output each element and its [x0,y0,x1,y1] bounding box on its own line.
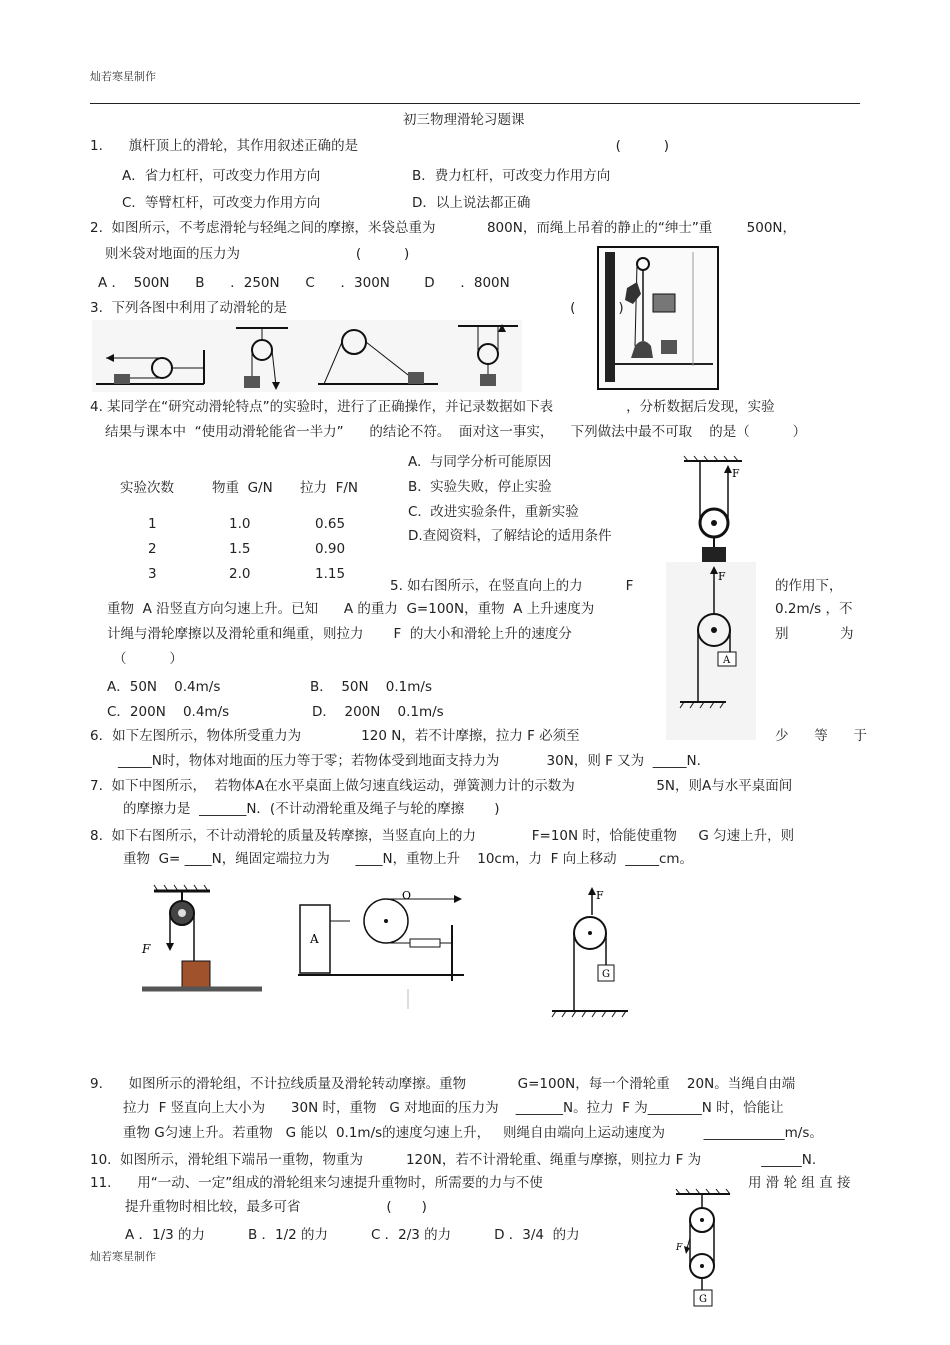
table-cell: 1 [148,516,157,532]
table-header-force: 拉力 F/N [300,480,358,496]
q7-stem-line2: 的摩擦力是 _______N．(不计动滑轮重及绳子与轮的摩擦 ) [123,801,500,817]
force-label: F [142,942,151,956]
force-label: F [676,1243,683,1253]
q4-option-b: B. 实验失败，停止实验 [408,479,552,495]
q8-stem-line1: 8. 如下右图所示，不计动滑轮的质量及转摩擦，当竖直向上的力 F=10N 时，恰能使重物 G 匀速上升，则 [90,828,795,844]
table-cell: 0.90 [315,541,346,557]
block-a-label: A [723,655,731,666]
q6-pulley-figure [138,883,264,997]
q6-stem-line1-end: 少 等 于 [775,728,867,744]
q5-pulley-figure [666,562,756,740]
q4-option-a: A. 与同学分析可能原因 [408,454,552,470]
force-label: F [718,570,726,583]
table-cell: 2.0 [229,566,251,582]
q6-stem-line2: _____N时，物体对地面的压力等于零；若物体受到地面支持力为 30N，则 F 又为 _____N. [118,753,701,769]
page-title: 初三物理滑轮习题课 [403,112,525,128]
q4-stem-line2: 结果与课本中 “使用动滑轮能省一半力” 的结论不符。 面对这一事实， 下列做法中最不可取 的是（ ） [105,424,807,440]
table-cell: 0.65 [315,516,346,532]
q4-pulley-figure [680,455,752,567]
q2-stem-line2: 则米袋对地面的压力为 ( ) [105,246,410,262]
q7-pulley-figure [298,885,468,1011]
q5-option-b: B． 50N 0.1m/s [310,679,432,695]
q4-option-d: D.查阅资料，了解结论的适用条件 [408,528,612,544]
q9-stem-line3: 重物 G匀速上升。若重物 G 能以 0.1m/s的速度匀速上升， 则绳自由端向上运动速度为 ____________m/s。 [123,1125,823,1141]
header-rule [90,103,860,104]
q5-option-d: D． 200N 0.1m/s [312,704,444,720]
table-header-trial: 实验次数 [120,480,174,496]
q3-pulley-figures [92,320,522,392]
q5-stem-line3-end: 别 为 [775,626,854,642]
watermark-bottom: 灿若寒星制作 [90,1250,156,1263]
q4-option-c: C. 改进实验条件，重新实验 [408,504,579,520]
q10-pulley-block-figure [672,1188,734,1310]
table-cell: 1.0 [229,516,251,532]
q4-stem-line1: 4. 某同学在“研究动滑轮特点”的实验时，进行了正确操作，并记录数据如下表 ，分析数据后发现，实验 [90,399,775,415]
table-cell: 2 [148,541,157,557]
q11-options: A ．1/3 的力 B ．1/2 的力 C ．2/3 的力 D ．3/4 的力 [125,1227,580,1243]
force-label: F [596,889,604,902]
table-header-weight: 物重 G/N [212,480,273,496]
block-g-label: G [699,1294,707,1305]
q5-stem-line1-end: 的作用下， [775,578,843,594]
q5-answer-paren: （ ） [113,651,183,667]
q2-stem-line1: 2. 如图所示，不考虑滑轮与轻绳之间的摩擦，米袋总重为 800N，而绳上吊着的静止的“绅士”重 500N， [90,220,797,236]
q8-stem-line2: 重物 G= ____N，绳固定端拉力为 ____N，重物上升 10cm，力 F 向上移动 _____cm。 [123,851,694,867]
q5-stem-line2-end: 0.2m/s ，不 [775,601,853,617]
q5-option-c: C．200N 0.4m/s [107,704,230,720]
q11-stem-line1: 11. 用“一动、一定”组成的滑轮组来匀速提升重物时，所需要的力与不使 [90,1175,543,1191]
q1-option-c: C．等臂杠杆，可改变力作用方向 [122,195,321,211]
q5-stem-line3: 计绳与滑轮摩擦以及滑轮重和绳重，则拉力 F 的大小和滑轮上升的速度分 [107,626,572,642]
q10-stem: 10. 如图所示，滑轮组下端吊一重物，物重为 120N，若不计滑轮重、绳重与摩擦，则拉力 F 为 ______N. [90,1152,817,1168]
block-a-label: A [310,932,319,946]
q8-pulley-figure [548,885,638,1025]
q1-option-b: B．费力杠杆，可改变力作用方向 [412,168,611,184]
force-label: F [732,467,740,480]
q6-stem-line1: 6．如下左图所示，物体所受重力为 120 N，若不计摩擦，拉力 F 必须至 [90,728,580,744]
q1-stem: 1. 旗杆顶上的滑轮，其作用叙述正确的是 ( ) [90,138,670,154]
q1-option-d: D．以上说法都正确 [412,195,531,211]
q9-stem-line1: 9. 如图所示的滑轮组，不计拉线质量及滑轮转动摩擦。重物 G=100N，每一个滑轮重 20N。当绳自由端 [90,1076,796,1092]
block-g-label: G [602,969,610,980]
q2-gentleman-figure [597,246,719,390]
q5-stem-line1: 5. 如右图所示，在竖直向上的力 F [390,578,634,594]
table-cell: 3 [148,566,157,582]
q3-stem: 3. 下列各图中利用了动滑轮的是 ( ) [90,300,624,316]
q2-options: A ． 500N B ．250N C ．300N D ．800N [98,275,510,291]
table-cell: 1.5 [229,541,251,557]
q5-stem-line2: 重物 A 沿竖直方向匀速上升。已知 A 的重力 G=100N，重物 A 上升速度为 [107,601,595,617]
table-cell: 1.15 [315,566,346,582]
q1-option-a: A．省力杠杆，可改变力作用方向 [122,168,321,184]
q11-stem-line2: 提升重物时相比较，最多可省 ( ) [125,1199,427,1215]
q9-stem-line2: 拉力 F 竖直向上大小为 30N 时，重物 G 对地面的压力为 _______N。拉力 F 为________N 时，恰能让 [123,1100,784,1116]
pulley-o-label: O [402,889,412,902]
q11-stem-line1-end: 用 滑 轮 组 直 接 [748,1175,851,1191]
q5-option-a: A．50N 0.4m/s [107,679,221,695]
watermark-top: 灿若寒星制作 [90,70,156,83]
q7-stem-line1: 7. 如下中图所示， 若物体A在水平桌面上做匀速直线运动，弹簧测力计的示数为 5N，则A与水平桌面间 [90,778,793,794]
